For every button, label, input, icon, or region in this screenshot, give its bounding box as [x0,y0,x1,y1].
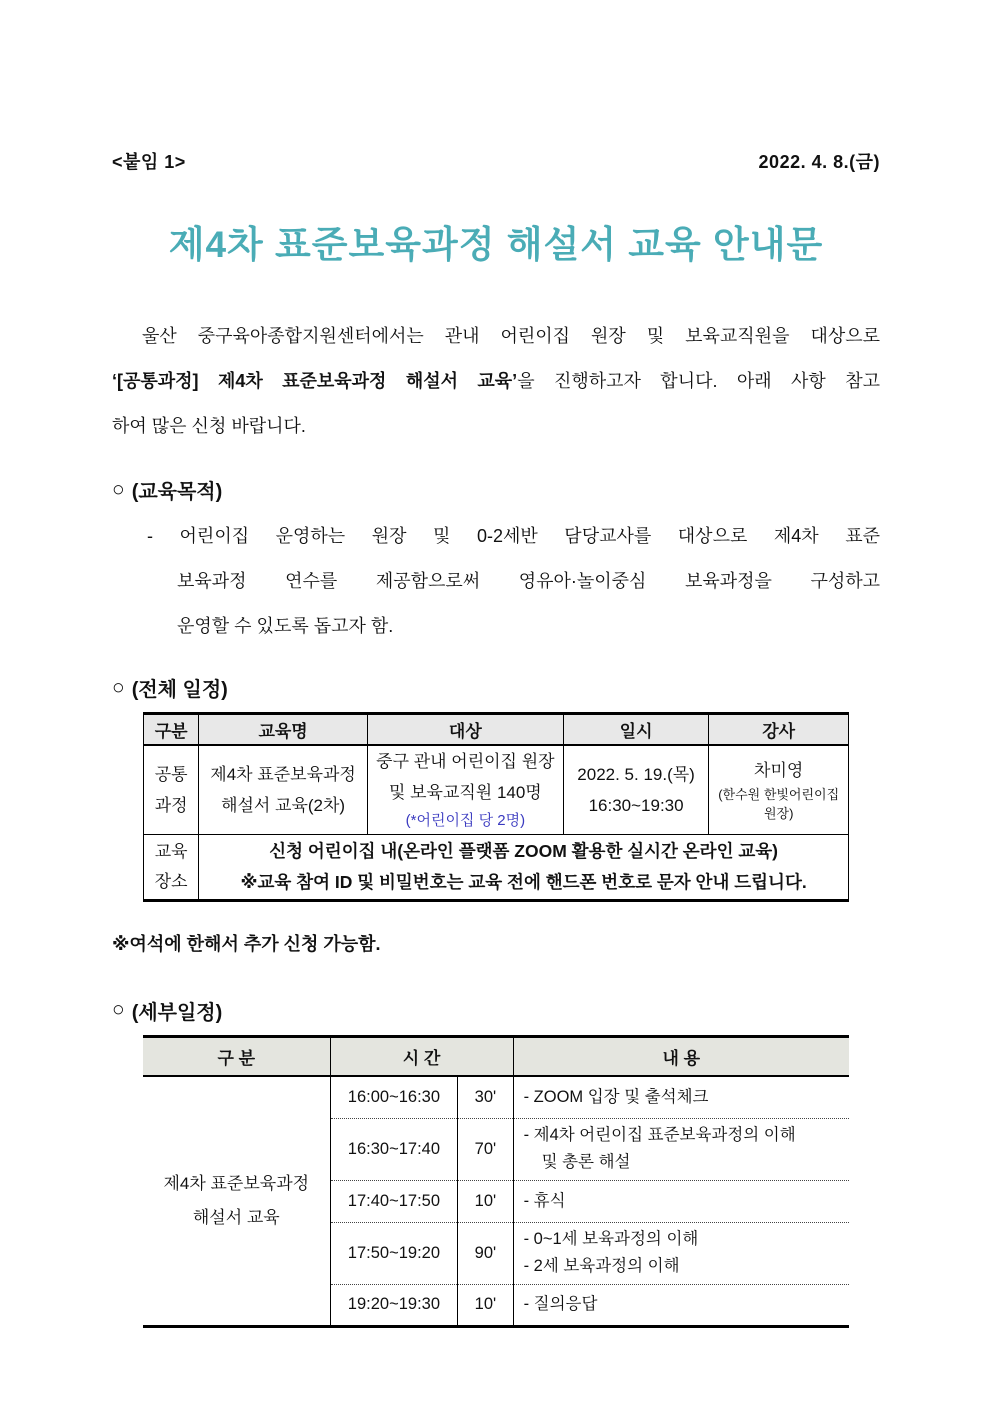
section-heading-detail [112,996,880,1025]
attachment-label: <붙임 1> [112,152,186,172]
overall-schedule-table [143,712,849,902]
location-label-1: 교육 [154,841,188,861]
category-line-1: 공통 [154,764,188,784]
detail-header-content: 내 용 [513,1036,849,1076]
instructor-cell [709,745,849,835]
seat-note: ※여석에 한해서 추가 신청 가능함. [112,933,381,954]
circle-marker: ○ [112,998,125,1021]
content-line: - 휴식 [523,1191,566,1210]
content-cell [513,1284,849,1326]
duration-cell: 10' [458,1180,513,1222]
detail-table-wrap [112,1035,880,1328]
datetime-line-1: 2022. 5. 19.(목) [577,764,695,784]
section-heading-detail-label: (세부일정) [131,1001,223,1024]
duration-cell: 10' [458,1284,513,1326]
section-heading-purpose-label: (교육목적) [131,481,223,503]
time-cell: 19:20~19:30 [330,1284,458,1326]
content-cell [513,1222,849,1284]
circle-marker: ○ [112,675,125,699]
doc-header [112,148,880,174]
overall-table-row [144,745,849,835]
datetime-cell [563,745,709,835]
overall-table-header-row [144,714,849,745]
intro-paragraph [112,314,880,449]
detail-category-line-1: 제4차 표준보육과정 [163,1173,310,1193]
category-cell [144,745,199,835]
header-cell-instructor: 강사 [709,714,849,745]
content-line: - ZOOM 입장 및 출석체크 [523,1087,709,1106]
location-label-2: 장소 [154,871,188,891]
instructor-note-1: (한수원 한빛어린이집 [718,786,840,802]
section-heading-purpose [112,475,880,504]
detail-header-time: 시 간 [330,1036,513,1076]
time-cell: 17:40~17:50 [330,1180,458,1222]
detail-row [143,1076,849,1118]
detail-table-header-row [143,1036,849,1076]
page-title: 제4차 표준보육과정 해설서 교육 안내문 [168,224,824,265]
detail-schedule-table [143,1035,849,1328]
duration-cell: 90' [458,1222,513,1284]
overall-table-wrap [112,712,880,902]
header-cell-target: 대상 [367,714,563,745]
location-line-2: ※교육 참여 ID 및 비밀번호는 교육 전에 핸드폰 번호로 문자 안내 드립니다. [240,871,807,892]
header-cell-course: 교육명 [199,714,368,745]
target-cell [367,745,563,835]
content-line: - 제4차 어린이집 표준보육과정의 이해 [523,1126,796,1144]
purpose-line-1: - 어린이집 운영하는 원장 및 0-2세반 담당교사를 대상으로 제4차 표준 [147,526,880,546]
purpose-line-2: 보육과정 연수를 제공함으로써 영유아·놀이중심 보육과정을 구성하고 [177,571,880,591]
intro-line-3: 하여 많은 신청 바랍니다. [112,416,306,436]
course-cell [199,745,368,835]
target-line-1: 중구 관내 어린이집 원장 [376,751,555,771]
instructor-name: 차미영 [754,760,804,780]
detail-category-cell [143,1076,330,1326]
location-label-cell [144,834,199,900]
time-cell: 16:00~16:30 [330,1076,458,1118]
circle-marker: ○ [112,477,125,501]
location-content-cell [199,834,849,900]
instructor-note-2: 원장) [763,805,794,821]
intro-line-2 [112,359,880,404]
location-row [144,834,849,900]
course-line-2: 해설서 교육(2차) [221,795,346,815]
content-line: - 0~1세 보육과정의 이해 [523,1230,699,1248]
header-cell-datetime: 일시 [563,714,709,745]
location-line-1: 신청 어린이집 내(온라인 플랫폼 ZOOM 활용한 실시간 온라인 교육) [269,840,778,861]
content-cell [513,1076,849,1118]
duration-cell: 30' [458,1076,513,1118]
time-cell: 17:50~19:20 [330,1222,458,1284]
category-line-2: 과정 [154,795,188,815]
target-note: (*어린이집 당 2명) [405,811,526,829]
detail-category-line-2: 해설서 교육 [192,1207,280,1227]
purpose-line-3: 운영할 수 있도록 돕고자 함. [177,616,394,636]
purpose-bullet [112,514,880,649]
header-cell-category: 구분 [144,714,199,745]
intro-course-name: ‘[공통과정] 제4차 표준보육과정 해설서 교육’ [112,371,518,391]
content-line: - 2세 보육과정의 이해 [523,1257,680,1275]
time-cell: 16:30~17:40 [330,1118,458,1180]
content-line: 및 총론 해설 [541,1153,631,1171]
duration-cell: 70' [458,1118,513,1180]
content-cell [513,1180,849,1222]
section-heading-overall-label: (전체 일정) [131,679,228,701]
content-cell [513,1118,849,1180]
intro-line-1: 울산 중구육아종합지원센터에서는 관내 어린이집 원장 및 보육교직원을 대상으로 [142,326,880,346]
detail-header-category: 구 분 [143,1036,330,1076]
content-line: - 질의응답 [523,1295,598,1313]
datetime-line-2: 16:30~19:30 [588,795,684,815]
document-date: 2022. 4. 8.(금) [758,152,880,172]
target-line-2: 및 보육교직원 140명 [388,782,542,802]
section-heading-overall [112,673,880,702]
intro-line-2-rest: 을 진행하고자 합니다. 아래 사항 참고 [517,371,880,391]
course-line-1: 제4차 표준보육과정 [210,764,356,784]
